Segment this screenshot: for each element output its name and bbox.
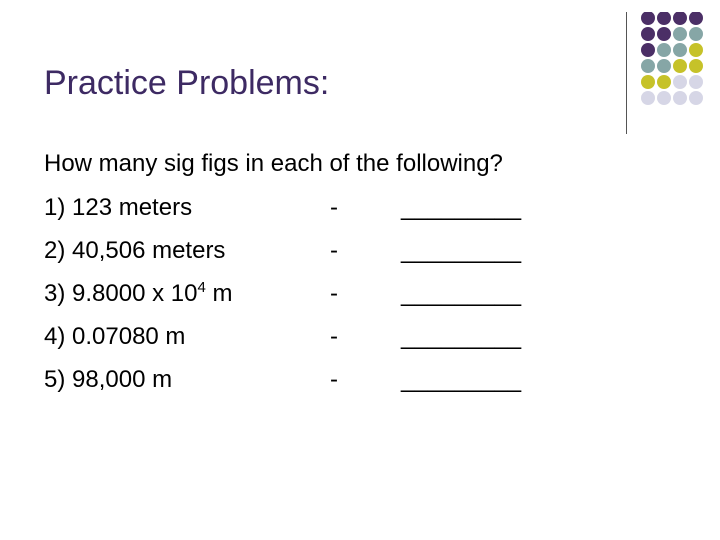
answer-blank: _________ (401, 280, 522, 307)
dot-pattern-decoration (640, 12, 720, 117)
exponent: 4 (197, 279, 206, 296)
decor-dot (673, 27, 687, 41)
decor-dot (657, 12, 671, 25)
problem-label: 4) 0.07080 m (44, 323, 186, 350)
problem-label: 2) 40,506 meters (44, 237, 226, 264)
decor-dot (641, 91, 655, 105)
decor-dot (641, 59, 655, 73)
problem-dash: - (330, 280, 338, 307)
decor-dot (673, 59, 687, 73)
problem-dash: - (330, 366, 338, 393)
decor-dot (689, 59, 703, 73)
decor-dot (673, 12, 687, 25)
decor-dot (657, 59, 671, 73)
decor-dot (641, 12, 655, 25)
slide-title: Practice Problems: (44, 64, 330, 102)
decor-dot (689, 75, 703, 89)
answer-blank: _________ (401, 323, 522, 350)
problem-row-4 (44, 315, 522, 358)
problem-row-1 (44, 186, 522, 229)
decor-dot (673, 75, 687, 89)
decor-dot (657, 75, 671, 89)
answer-blank: _________ (401, 366, 522, 393)
problem-dash: - (330, 237, 338, 264)
problem-row-2 (44, 229, 522, 272)
problem-label-prefix: 3) 9.8000 x 10 (44, 280, 198, 307)
decor-dot (689, 27, 703, 41)
problem-row-3 (44, 272, 522, 315)
decor-dot (641, 43, 655, 57)
decor-dot (657, 91, 671, 105)
divider-line (626, 12, 627, 134)
decor-dot (657, 43, 671, 57)
problem-dash: - (330, 323, 338, 350)
answer-blank: _________ (401, 194, 522, 221)
decor-dot (641, 75, 655, 89)
decor-dot (689, 43, 703, 57)
slide-body (44, 142, 522, 401)
problem-dash: - (330, 194, 338, 221)
problem-label: 1) 123 meters (44, 194, 193, 221)
decor-dot (689, 91, 703, 105)
problem-label (44, 272, 232, 315)
problem-label: 5) 98,000 m (44, 366, 173, 393)
decor-dot (673, 91, 687, 105)
problem-label-suffix: m (205, 280, 233, 307)
problem-row-5 (44, 358, 522, 401)
question-text: How many sig figs in each of the following? (44, 150, 503, 177)
answer-blank: _________ (401, 237, 522, 264)
decor-dot (673, 43, 687, 57)
decor-dot (689, 12, 703, 25)
decor-dot (657, 27, 671, 41)
decor-dot (641, 27, 655, 41)
